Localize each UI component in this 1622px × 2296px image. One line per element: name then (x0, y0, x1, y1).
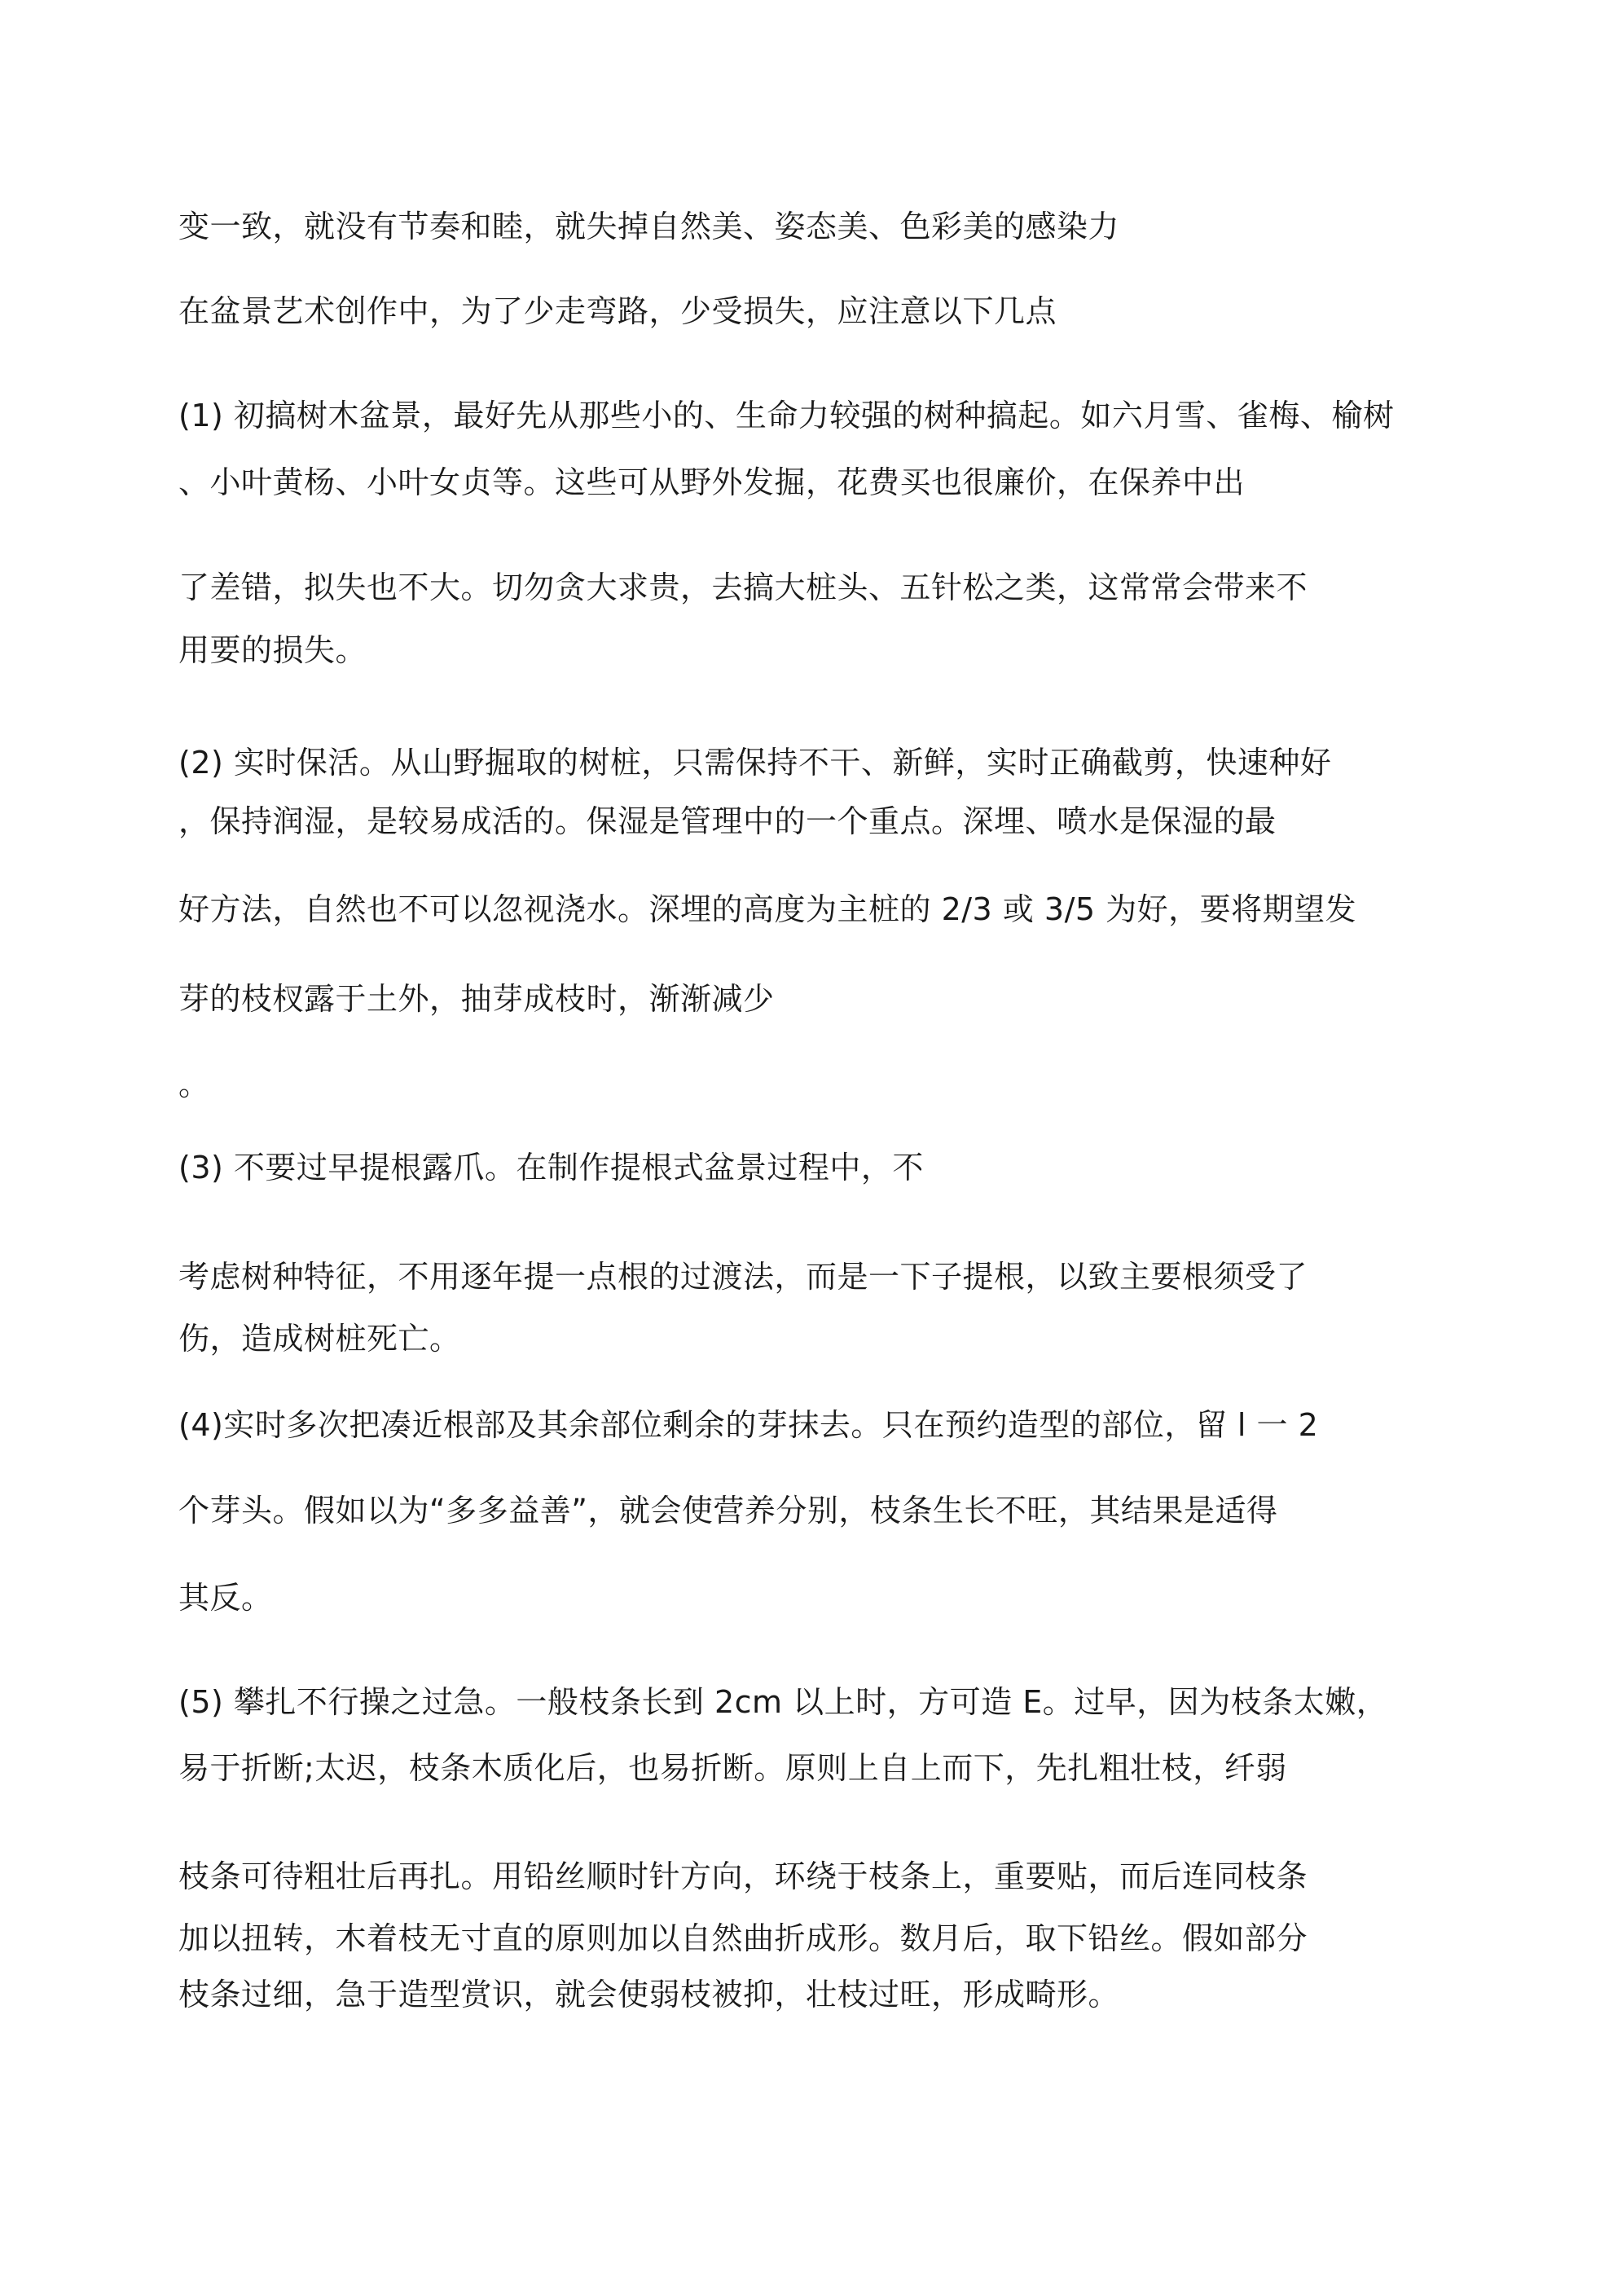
paragraph-line: 在盆景艺术创作中，为了少走弯路，少受损失，应注意以下几点 (178, 293, 1057, 329)
paragraph-line: 芽的枝杈露于土外，抽芽成枝时，渐渐减少 (178, 981, 775, 1017)
paragraph-line: (1) 初搞树木盆景，最好先从那些小的、生命力较强的树种搞起。如六月雪、雀梅、榆树 (178, 398, 1395, 433)
paragraph-line: 其反。 (178, 1580, 273, 1616)
paragraph-line: 加以扭转，木着枝无寸直的原则加以自然曲折成形。数月后，取下铅丝。假如部分 (178, 1920, 1308, 1956)
paragraph-line: 枝条过细，急于造型赏识，就会使弱枝被抑，壮枝过旺，形成畸形。 (178, 1977, 1120, 2012)
paragraph-line: 了差错，拟失也不大。切勿贪大求贵，去搞大桩头、五针松之类，这常常会带来不 (178, 570, 1308, 605)
paragraph-line: ，保持润湿，是较易成活的。保湿是管理中的一个重点。深埋、喷水是保湿的最 (178, 803, 1277, 839)
paragraph-line: 易于折断;太迟，枝条木质化后，也易折断。原则上自上而下，先扎粗壮枝，纤弱 (178, 1750, 1287, 1786)
paragraph-line: (3) 不要过早提根露爪。在制作提根式盆景过程中，不 (178, 1150, 924, 1185)
paragraph-line: 、小叶黄杨、小叶女贞等。这些可从野外发掘，花费买也很廉价，在保养中出 (178, 464, 1246, 500)
paragraph-line: 枝条可待粗壮后再扎。用铅丝顺时针方向，环绕于枝条上，重要贴，而后连同枝条 (178, 1858, 1308, 1894)
paragraph-line: 。 (178, 1067, 210, 1102)
paragraph-line: (2) 实时保活。从山野掘取的树桩，只需保持不干、新鲜，实时正确截剪，快速种好 (178, 745, 1332, 781)
paragraph-line: (5) 攀扎不行操之过急。一般枝条长到 2cm 以上时，方可造 E。过早，因为枝条太嫩， (178, 1684, 1388, 1720)
paragraph-line: 用要的损失。 (178, 632, 367, 668)
paragraph-line: 好方法，自然也不可以忽视浇水。深埋的高度为主桩的 2/3 或 3/5 为好，要将期望发 (178, 891, 1357, 927)
paragraph-line: 个芽头。假如以为“多多益善”，就会使营养分别，枝条生长不旺，其结果是适得 (178, 1493, 1278, 1528)
paragraph-line: 伤，造成树桩死亡。 (178, 1321, 461, 1357)
paragraph-line: 考虑树种特征，不用逐年提一点根的过渡法，而是一下子提根，以致主要根须受了 (178, 1259, 1308, 1295)
paragraph-line: 变一致，就没有节奏和睦，就失掉自然美、姿态美、色彩美的感染力 (178, 209, 1120, 244)
paragraph-line: (4)实时多次把凑近根部及其余部位剩余的芽抹去。只在预约造型的部位，留 l 一 2 (178, 1407, 1319, 1443)
